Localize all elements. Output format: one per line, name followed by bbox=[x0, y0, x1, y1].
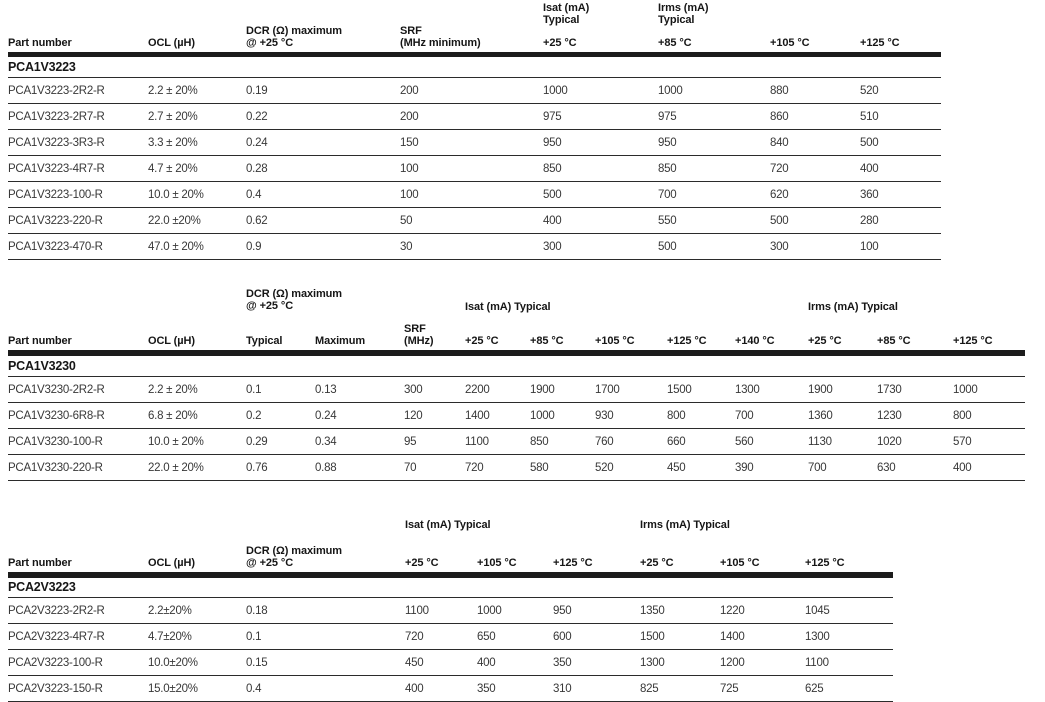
col-header-dcr-maximum: Maximum bbox=[315, 335, 366, 347]
irms-cell: 700 bbox=[658, 188, 677, 201]
irms-cell: 840 bbox=[770, 136, 789, 149]
part-number-cell: PCA2V3223-100-R bbox=[8, 656, 103, 669]
isat-line2: Typical bbox=[543, 14, 580, 26]
irms-cell: 620 bbox=[770, 188, 789, 201]
table-row bbox=[8, 624, 893, 650]
table-body bbox=[8, 377, 1025, 481]
group-header-dcr bbox=[246, 288, 342, 312]
irms-line2: Typical bbox=[658, 14, 695, 26]
part-number-cell: PCA1V3230-2R2-R bbox=[8, 383, 105, 396]
col-header-temp: +25 °C bbox=[640, 557, 674, 569]
table-row bbox=[8, 650, 893, 676]
isat-cell: 850 bbox=[543, 162, 562, 175]
irms-cell: 300 bbox=[770, 240, 789, 253]
group-header-irms: Irms (mA) Typical bbox=[808, 301, 898, 313]
isat-cell: 600 bbox=[553, 630, 572, 643]
irms-cell: 1000 bbox=[658, 84, 683, 97]
col-header-temp: +25 °C bbox=[808, 335, 842, 347]
irms-cell: 880 bbox=[770, 84, 789, 97]
dcr-cell: 0.19 bbox=[246, 84, 268, 97]
dcr-line1: DCR (Ω) maximum bbox=[246, 288, 342, 300]
table-header bbox=[8, 286, 1025, 350]
irms-cell: 630 bbox=[877, 461, 896, 474]
irms-cell: 1230 bbox=[877, 409, 902, 422]
isat-cell: 950 bbox=[543, 136, 562, 149]
table-row bbox=[8, 156, 941, 182]
isat-cell: 400 bbox=[543, 214, 562, 227]
dcr-cell: 0.24 bbox=[246, 136, 268, 149]
spec-table-pca1v3230 bbox=[8, 286, 1025, 481]
spec-table-pca1v3223 bbox=[8, 0, 941, 260]
dcr-cell: 0.18 bbox=[246, 604, 268, 617]
ocl-cell: 22.0 ±20% bbox=[148, 214, 201, 227]
irms-cell: 720 bbox=[770, 162, 789, 175]
ocl-cell: 3.3 ± 20% bbox=[148, 136, 198, 149]
irms-cell: 550 bbox=[658, 214, 677, 227]
isat-line1: Isat (mA) bbox=[543, 2, 590, 14]
part-number-cell: PCA2V3223-2R2-R bbox=[8, 604, 105, 617]
srf-cell: 50 bbox=[400, 214, 413, 227]
col-header-temp: +125 °C bbox=[953, 335, 993, 347]
isat-cell: 1000 bbox=[530, 409, 555, 422]
table-row bbox=[8, 182, 941, 208]
part-number-cell: PCA1V3223-100-R bbox=[8, 188, 103, 201]
ocl-cell: 10.0±20% bbox=[148, 656, 198, 669]
group-header-irms bbox=[658, 2, 708, 26]
irms-cell: 1500 bbox=[640, 630, 665, 643]
srf-cell: 200 bbox=[400, 110, 419, 123]
table-header bbox=[8, 511, 893, 572]
col-header-temp: +85 °C bbox=[530, 335, 564, 347]
isat-cell: 720 bbox=[405, 630, 424, 643]
irms-cell: 1220 bbox=[720, 604, 745, 617]
isat-cell: 350 bbox=[477, 682, 496, 695]
irms-cell: 1130 bbox=[808, 435, 832, 448]
part-number-cell: PCA1V3230-220-R bbox=[8, 461, 103, 474]
dcr-cell: 0.4 bbox=[246, 188, 262, 201]
ocl-cell: 15.0±20% bbox=[148, 682, 198, 695]
table-row bbox=[8, 377, 1025, 403]
irms-cell: 520 bbox=[860, 84, 879, 97]
srf-line2: (MHz) bbox=[404, 335, 434, 347]
table-body bbox=[8, 598, 893, 702]
ocl-cell: 2.2 ± 20% bbox=[148, 383, 198, 396]
isat-cell: 300 bbox=[543, 240, 562, 253]
dcr-maximum-cell: 0.88 bbox=[315, 461, 337, 474]
dcr-cell: 0.62 bbox=[246, 214, 268, 227]
isat-cell: 1000 bbox=[543, 84, 568, 97]
table-row bbox=[8, 455, 1025, 481]
dcr-line1: DCR (Ω) maximum bbox=[246, 25, 342, 37]
irms-line1: Irms (mA) bbox=[658, 2, 709, 14]
part-number-cell: PCA1V3230-6R8-R bbox=[8, 409, 105, 422]
irms-cell: 975 bbox=[658, 110, 677, 123]
ocl-cell: 47.0 ± 20% bbox=[148, 240, 204, 253]
col-header-ocl: OCL (µH) bbox=[148, 557, 195, 569]
irms-cell: 1400 bbox=[720, 630, 745, 643]
table-row bbox=[8, 208, 941, 234]
table-row bbox=[8, 130, 941, 156]
dcr-cell: 0.1 bbox=[246, 630, 262, 643]
srf-line1: SRF bbox=[400, 25, 422, 37]
col-header-temp: +25 °C bbox=[543, 37, 577, 49]
isat-cell: 500 bbox=[543, 188, 562, 201]
isat-cell: 450 bbox=[405, 656, 424, 669]
isat-cell: 1300 bbox=[735, 383, 760, 396]
ocl-cell: 6.8 ± 20% bbox=[148, 409, 198, 422]
table-row bbox=[8, 598, 893, 624]
col-header-temp: +105 °C bbox=[477, 557, 517, 569]
col-header-temp: +125 °C bbox=[553, 557, 593, 569]
ocl-cell: 22.0 ± 20% bbox=[148, 461, 204, 474]
irms-cell: 1300 bbox=[805, 630, 830, 643]
isat-cell: 930 bbox=[595, 409, 614, 422]
dcr-maximum-cell: 0.24 bbox=[315, 409, 337, 422]
irms-cell: 950 bbox=[658, 136, 677, 149]
isat-cell: 1700 bbox=[595, 383, 620, 396]
col-header-ocl: OCL (µH) bbox=[148, 37, 195, 49]
irms-cell: 1360 bbox=[808, 409, 833, 422]
part-number-cell: PCA1V3223-470-R bbox=[8, 240, 103, 253]
dcr-cell: 0.9 bbox=[246, 240, 262, 253]
part-number-cell: PCA1V3223-3R3-R bbox=[8, 136, 105, 149]
col-header-dcr-typical: Typical bbox=[246, 335, 283, 347]
group-header-isat: Isat (mA) Typical bbox=[405, 519, 491, 531]
isat-cell: 760 bbox=[595, 435, 614, 448]
isat-cell: 660 bbox=[667, 435, 686, 448]
srf-cell: 30 bbox=[400, 240, 413, 253]
isat-cell: 1100 bbox=[465, 435, 489, 448]
dcr-maximum-cell: 0.34 bbox=[315, 435, 337, 448]
col-header-part-number: Part number bbox=[8, 37, 72, 49]
dcr-line2: @ +25 °C bbox=[246, 300, 294, 312]
irms-cell: 500 bbox=[770, 214, 789, 227]
isat-cell: 520 bbox=[595, 461, 614, 474]
irms-cell: 1300 bbox=[640, 656, 665, 669]
irms-cell: 100 bbox=[860, 240, 879, 253]
col-header-temp: +105 °C bbox=[595, 335, 635, 347]
dcr-typical-cell: 0.1 bbox=[246, 383, 262, 396]
series-section-header: PCA2V3223 bbox=[8, 578, 893, 598]
col-header-temp: +105 °C bbox=[720, 557, 760, 569]
irms-cell: 360 bbox=[860, 188, 879, 201]
table-body bbox=[8, 78, 941, 260]
group-header-irms: Irms (mA) Typical bbox=[640, 519, 730, 531]
col-header-ocl: OCL (µH) bbox=[148, 335, 195, 347]
col-header-srf bbox=[404, 323, 433, 347]
irms-cell: 500 bbox=[860, 136, 879, 149]
ocl-cell: 10.0 ± 20% bbox=[148, 188, 204, 201]
isat-cell: 560 bbox=[735, 435, 754, 448]
irms-cell: 1045 bbox=[805, 604, 830, 617]
part-number-cell: PCA1V3223-2R2-R bbox=[8, 84, 105, 97]
part-number-cell: PCA1V3230-100-R bbox=[8, 435, 103, 448]
irms-cell: 1000 bbox=[953, 383, 978, 396]
dcr-cell: 0.4 bbox=[246, 682, 262, 695]
col-header-srf bbox=[400, 25, 481, 49]
irms-cell: 500 bbox=[658, 240, 677, 253]
srf-cell: 120 bbox=[404, 409, 423, 422]
ocl-cell: 4.7±20% bbox=[148, 630, 192, 643]
dcr-line1: DCR (Ω) maximum bbox=[246, 545, 342, 557]
table-row bbox=[8, 78, 941, 104]
col-header-part-number: Part number bbox=[8, 557, 72, 569]
isat-cell: 400 bbox=[405, 682, 424, 695]
irms-cell: 1350 bbox=[640, 604, 665, 617]
isat-cell: 1400 bbox=[465, 409, 490, 422]
dcr-line2: @ +25 °C bbox=[246, 557, 294, 569]
isat-cell: 1500 bbox=[667, 383, 692, 396]
ocl-cell: 2.2 ± 20% bbox=[148, 84, 198, 97]
srf-cell: 200 bbox=[400, 84, 419, 97]
irms-cell: 860 bbox=[770, 110, 789, 123]
part-number-cell: PCA1V3223-4R7-R bbox=[8, 162, 105, 175]
table-row bbox=[8, 234, 941, 260]
srf-cell: 100 bbox=[400, 188, 419, 201]
table-row bbox=[8, 403, 1025, 429]
irms-cell: 850 bbox=[658, 162, 677, 175]
irms-cell: 400 bbox=[953, 461, 972, 474]
isat-cell: 400 bbox=[477, 656, 496, 669]
col-header-dcr bbox=[246, 545, 342, 569]
irms-cell: 1200 bbox=[720, 656, 745, 669]
part-number-cell: PCA1V3223-220-R bbox=[8, 214, 103, 227]
isat-cell: 390 bbox=[735, 461, 754, 474]
isat-cell: 1000 bbox=[477, 604, 502, 617]
part-number-cell: PCA2V3223-4R7-R bbox=[8, 630, 105, 643]
srf-line2: (MHz minimum) bbox=[400, 37, 481, 49]
col-header-temp: +25 °C bbox=[465, 335, 499, 347]
irms-cell: 1900 bbox=[808, 383, 833, 396]
ocl-cell: 2.7 ± 20% bbox=[148, 110, 198, 123]
col-header-dcr bbox=[246, 25, 342, 49]
isat-cell: 450 bbox=[667, 461, 686, 474]
dcr-cell: 0.15 bbox=[246, 656, 268, 669]
dcr-typical-cell: 0.2 bbox=[246, 409, 262, 422]
group-header-isat bbox=[543, 2, 589, 26]
irms-cell: 1730 bbox=[877, 383, 902, 396]
ocl-cell: 10.0 ± 20% bbox=[148, 435, 204, 448]
dcr-typical-cell: 0.76 bbox=[246, 461, 268, 474]
isat-cell: 975 bbox=[543, 110, 562, 123]
isat-cell: 580 bbox=[530, 461, 549, 474]
col-header-part-number: Part number bbox=[8, 335, 72, 347]
col-header-temp: +125 °C bbox=[860, 37, 900, 49]
dcr-cell: 0.28 bbox=[246, 162, 268, 175]
isat-cell: 950 bbox=[553, 604, 572, 617]
irms-cell: 570 bbox=[953, 435, 972, 448]
irms-cell: 825 bbox=[640, 682, 659, 695]
isat-cell: 1900 bbox=[530, 383, 555, 396]
irms-cell: 725 bbox=[720, 682, 739, 695]
part-number-cell: PCA1V3223-2R7-R bbox=[8, 110, 105, 123]
irms-cell: 280 bbox=[860, 214, 879, 227]
table-row bbox=[8, 104, 941, 130]
irms-cell: 1020 bbox=[877, 435, 902, 448]
isat-cell: 800 bbox=[667, 409, 686, 422]
isat-cell: 720 bbox=[465, 461, 484, 474]
irms-cell: 1100 bbox=[805, 656, 829, 669]
irms-cell: 510 bbox=[860, 110, 879, 123]
irms-cell: 800 bbox=[953, 409, 972, 422]
irms-cell: 625 bbox=[805, 682, 824, 695]
dcr-typical-cell: 0.29 bbox=[246, 435, 268, 448]
table-header bbox=[8, 0, 941, 52]
series-section-header: PCA1V3230 bbox=[8, 356, 1025, 377]
col-header-temp: +140 °C bbox=[735, 335, 775, 347]
srf-cell: 150 bbox=[400, 136, 419, 149]
ocl-cell: 2.2±20% bbox=[148, 604, 192, 617]
isat-cell: 350 bbox=[553, 656, 572, 669]
table-row bbox=[8, 676, 893, 702]
isat-cell: 850 bbox=[530, 435, 549, 448]
isat-cell: 1100 bbox=[405, 604, 429, 617]
isat-cell: 700 bbox=[735, 409, 754, 422]
srf-line1: SRF bbox=[404, 323, 426, 335]
isat-cell: 2200 bbox=[465, 383, 490, 396]
srf-cell: 70 bbox=[404, 461, 417, 474]
group-header-isat: Isat (mA) Typical bbox=[465, 301, 551, 313]
col-header-temp: +125 °C bbox=[805, 557, 845, 569]
spec-table-pca2v3223 bbox=[8, 511, 893, 702]
col-header-temp: +25 °C bbox=[405, 557, 439, 569]
col-header-temp: +105 °C bbox=[770, 37, 810, 49]
srf-cell: 100 bbox=[400, 162, 419, 175]
dcr-cell: 0.22 bbox=[246, 110, 268, 123]
isat-cell: 650 bbox=[477, 630, 496, 643]
table-row bbox=[8, 429, 1025, 455]
part-number-cell: PCA2V3223-150-R bbox=[8, 682, 103, 695]
dcr-maximum-cell: 0.13 bbox=[315, 383, 337, 396]
col-header-temp: +125 °C bbox=[667, 335, 707, 347]
series-section-header: PCA1V3223 bbox=[8, 57, 941, 78]
irms-cell: 700 bbox=[808, 461, 827, 474]
irms-cell: 400 bbox=[860, 162, 879, 175]
ocl-cell: 4.7 ± 20% bbox=[148, 162, 198, 175]
srf-cell: 95 bbox=[404, 435, 417, 448]
col-header-temp: +85 °C bbox=[877, 335, 911, 347]
srf-cell: 300 bbox=[404, 383, 423, 396]
dcr-line2: @ +25 °C bbox=[246, 37, 294, 49]
isat-cell: 310 bbox=[553, 682, 572, 695]
col-header-temp: +85 °C bbox=[658, 37, 692, 49]
